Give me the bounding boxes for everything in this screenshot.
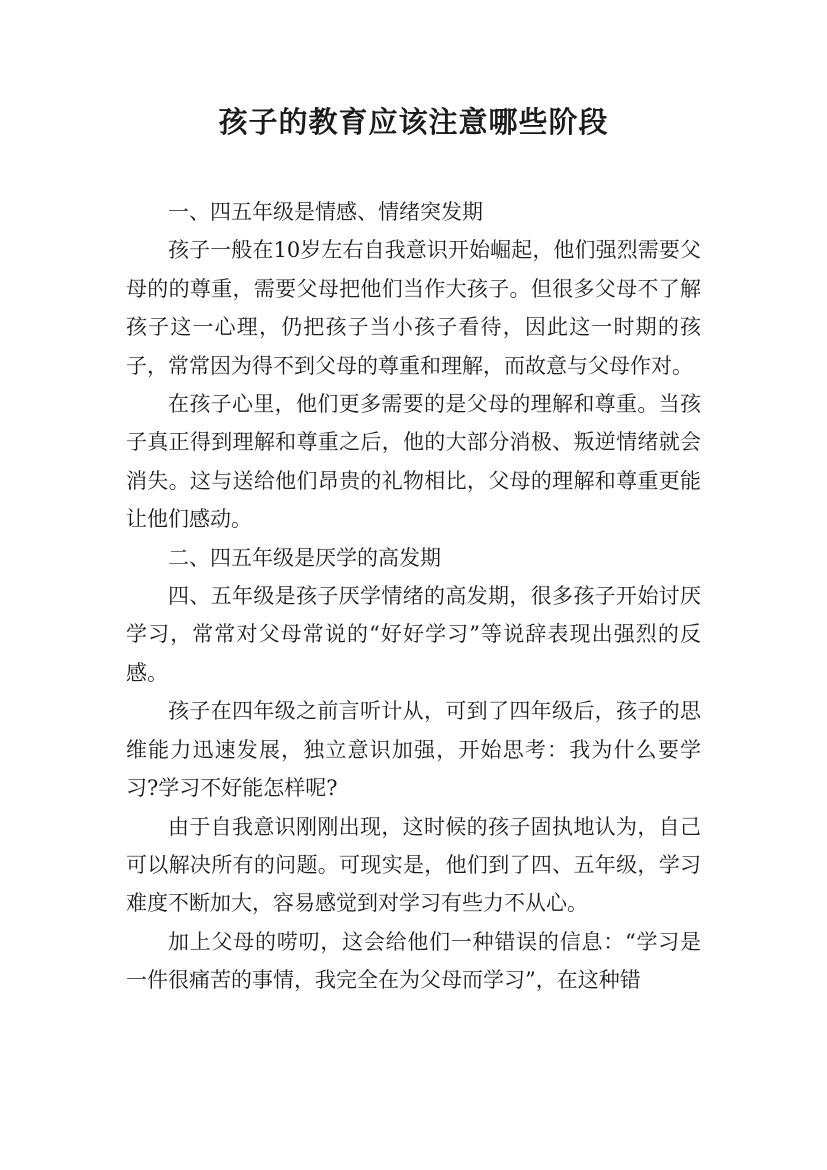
body-paragraph: 在孩子心里，他们更多需要的是父母的理解和尊重。当孩子真正得到理解和尊重之后，他的大部分消极、叛逆情绪就会消失。这与送给他们昂贵的礼物相比，父母的理解和尊重更能让他们感动。 [126,392,701,532]
document-title: 孩子的教育应该注意哪些阶段 [218,105,609,139]
body-paragraph: 加上父母的唠叨，这会给他们一种错误的信息：“学习是一件很痛苦的事情，我完全在为父母而学习”，在这种错 [126,929,701,993]
body-paragraph: 由于自我意识刚刚出现，这时候的孩子固执地认为，自己可以解决所有的问题。可现实是，他们到了四、五年级，学习难度不断加大，容易感觉到对学习有些力不从心。 [126,814,701,916]
body-paragraph: 孩子一般在10岁左右自我意识开始崛起，他们强烈需要父母的的尊重，需要父母把他们当作大孩子。但很多父母不了解孩子这一心理，仍把孩子当小孩子看待，因此这一时期的孩子，常常因为得不到父母的尊重和理解，而故意与父母作对。 [126,238,701,378]
section-heading-1: 一、四五年级是情感、情绪突发期 [168,200,483,224]
section-heading-2: 二、四五年级是厌学的高发期 [168,545,441,570]
document-body [126,193,701,1000]
body-paragraph: 四、五年级是孩子厌学情绪的高发期，很多孩子开始讨厌学习，常常对父母常说的“好好学习”等说辞表现出强烈的反感。 [126,584,701,685]
body-paragraph: 孩子在四年级之前言听计从，可到了四年级后，孩子的思维能力迅速发展，独立意识加强，开始思考：我为什么要学习?学习不好能怎样呢? [126,699,701,801]
